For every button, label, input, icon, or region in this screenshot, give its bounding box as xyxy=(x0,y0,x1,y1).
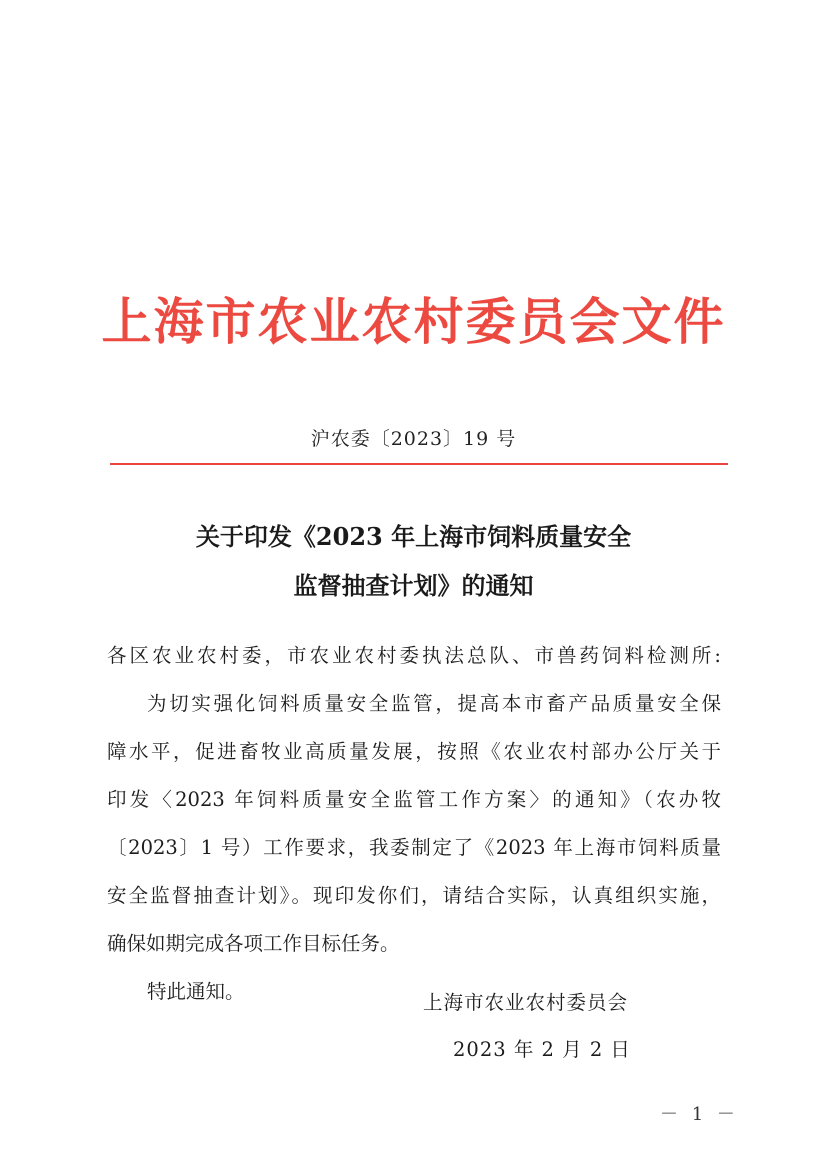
document-title-line-1: 关于印发《2023 年上海市饲料质量安全 xyxy=(195,522,632,551)
document-masthead: 上海市农业农村委员会文件 xyxy=(101,292,726,351)
body-line-1: 为切实强化饲料质量安全监管，提高本市畜产品质量安全保 xyxy=(147,692,721,715)
page-number: － 1 － xyxy=(660,1104,739,1125)
body-line-4: 〔2023〕1 号）工作要求，我委制定了《2023 年上海市饲料质量 xyxy=(107,836,721,859)
closing-text: 特此通知。 xyxy=(147,980,245,1003)
document-number: 沪农委〔2023〕19 号 xyxy=(310,428,517,450)
signature-date: 2023 年 2 月 2 日 xyxy=(453,1038,631,1061)
body-line-6: 确保如期完成各项工作目标任务。 xyxy=(107,932,400,955)
addressee: 各区农业农村委，市农业农村委执法总队、市兽药饲料检测所: xyxy=(107,644,721,667)
body-line-5: 安全监督抽查计划》。现印发你们，请结合实际，认真组织实施， xyxy=(107,884,721,907)
red-separator-line xyxy=(110,463,728,465)
document-title-line-2: 监督抽查计划》的通知 xyxy=(293,571,534,600)
body-line-2: 障水平，促进畜牧业高质量发展，按照《农业农村部办公厅关于 xyxy=(107,740,721,763)
signature-organization: 上海市农业农村委员会 xyxy=(423,991,629,1014)
body-line-3: 印发〈2023 年饲料质量安全监管工作方案〉的通知》（农办牧 xyxy=(107,788,721,811)
